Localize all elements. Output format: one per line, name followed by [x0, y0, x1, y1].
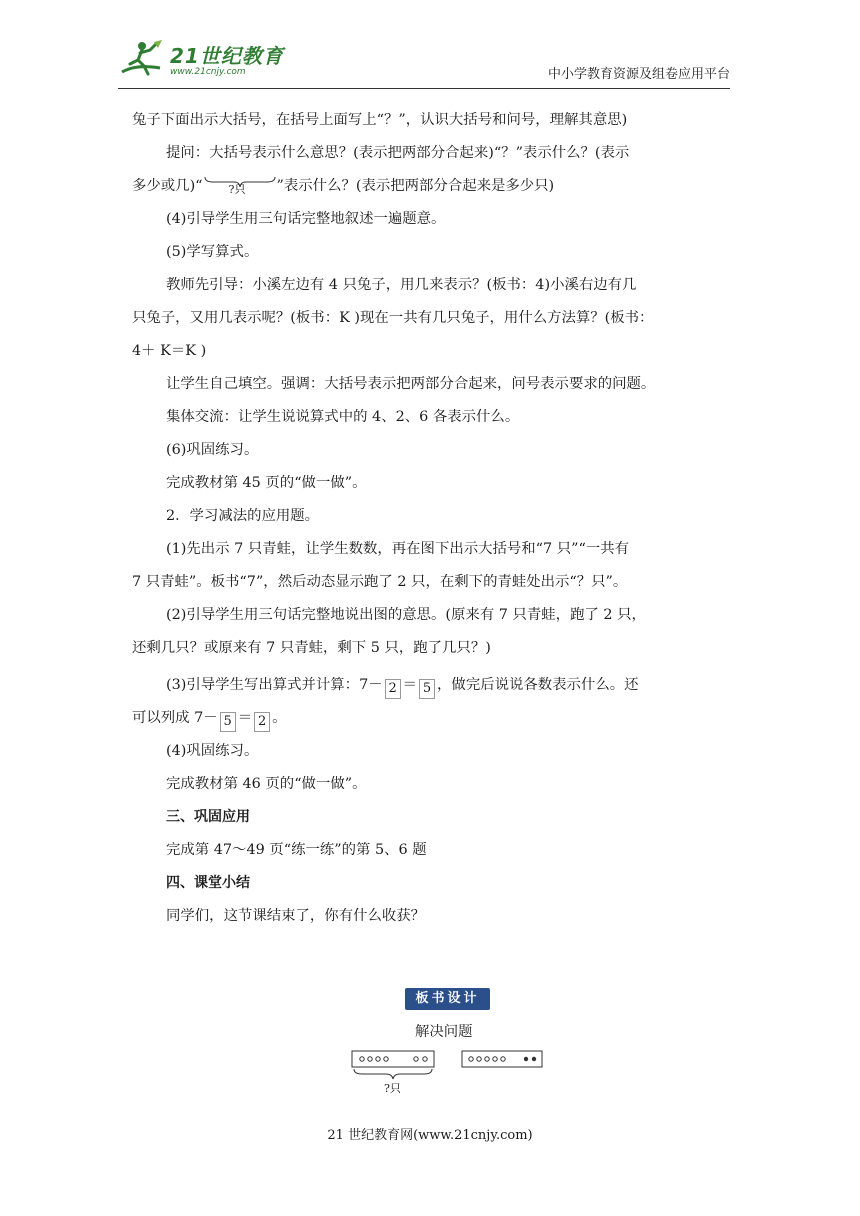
- brace-label: ?只: [228, 183, 246, 196]
- rabbit-dot: [376, 1057, 380, 1061]
- text-span: 可以列成 7－: [132, 710, 218, 726]
- paragraph: 完成教材第 46 页的“做一做”。: [166, 776, 367, 792]
- answer-box: 2: [254, 712, 270, 732]
- paragraph: 提问：大括号表示什么意思？(表示把两部分合起来)“？”表示什么？(表示: [166, 145, 630, 161]
- board-title: 解决问题: [415, 1024, 473, 1040]
- board-diagram: [348, 1046, 548, 1096]
- paragraph: [132, 702, 732, 735]
- page-footer: 21 世纪教育网(www.21cnjy.com): [327, 1128, 533, 1143]
- header-divider: [118, 88, 730, 89]
- answer-box: 2: [385, 679, 401, 699]
- section-heading: 四、课堂小结: [166, 875, 250, 891]
- paragraph: 完成第 47～49 页“练一练”的第 5、6 题: [166, 842, 427, 858]
- answer-box: 5: [419, 679, 435, 699]
- paragraph: 教师先引导：小溪左边有 4 只兔子，用几来表示？(板书：4)小溪右边有几: [166, 277, 637, 293]
- frog-dot: [485, 1057, 489, 1061]
- logo-main-text: 21世纪教育: [170, 43, 284, 68]
- text-span: ＝: [402, 677, 418, 693]
- jumping-frog-dot: [532, 1057, 536, 1061]
- rabbit-dot: [414, 1057, 418, 1061]
- right-scene-box: [462, 1051, 542, 1067]
- paragraph: 还剩几只？或原来有 7 只青蛙，剩下 5 只，跑了几只？): [132, 640, 491, 656]
- paragraph: (6)巩固练习。: [166, 442, 259, 458]
- paragraph: (4)巩固练习。: [166, 743, 259, 759]
- paragraph: 只兔子，又用几表示呢？(板书：K )现在一共有几只兔子，用什么方法算？(板书：: [132, 310, 654, 326]
- text-span: ”表示什么？(表示把两部分合起来是多少只): [276, 178, 555, 194]
- section-heading: 三、巩固应用: [166, 809, 250, 825]
- platform-slogan: 中小学教育资源及组卷应用平台: [547, 67, 730, 82]
- runner-logo-icon: [118, 38, 164, 78]
- paragraph: [132, 669, 732, 702]
- frog-dot: [501, 1057, 505, 1061]
- board-design-badge: 板书设计: [405, 988, 490, 1010]
- text-span: 。: [272, 710, 287, 726]
- paragraph: 同学们，这节课结束了，你有什么收获？: [166, 908, 426, 924]
- answer-box: 5: [220, 712, 236, 732]
- paragraph: 完成教材第 45 页的“做一做”。: [166, 475, 367, 491]
- text-span: 多少或几)“: [132, 178, 203, 194]
- document-body: [132, 104, 732, 933]
- inline-brace-figure: [203, 176, 277, 200]
- frog-dot: [493, 1057, 497, 1061]
- jumping-frog-dot: [524, 1057, 528, 1061]
- paragraph: [132, 170, 732, 203]
- rabbit-dot: [360, 1057, 364, 1061]
- paragraph: (5)学写算式。: [166, 244, 259, 260]
- rabbit-dot: [368, 1057, 372, 1061]
- paragraph: 让学生自己填空。强调：大括号表示把两部分合起来，问号表示要求的问题。: [166, 376, 656, 392]
- brace-icon: [354, 1069, 432, 1079]
- paragraph: (4)引导学生用三句话完整地叙述一遍题意。: [166, 211, 446, 227]
- text-span: ，做完后说说各数表示什么。还: [437, 677, 639, 693]
- paragraph: 集体交流：让学生说说算式中的 4、2、6 各表示什么。: [166, 409, 520, 425]
- board-brace-label: ?只: [384, 1082, 401, 1095]
- paragraph: (2)引导学生用三句话完整地说出图的意思。(原来有 7 只青蛙，跑了 2 只，: [166, 607, 646, 623]
- paragraph: 4＋ K＝K ): [132, 343, 207, 359]
- rabbit-dot: [384, 1057, 388, 1061]
- paragraph: 7 只青蛙”。板书“7”，然后动态显示跑了 2 只，在剩下的青蛙处出示“？只”。: [132, 574, 628, 590]
- paragraph: 2．学习减法的应用题。: [166, 508, 320, 524]
- site-logo: [118, 38, 284, 78]
- rabbit-dot: [423, 1057, 427, 1061]
- paragraph: 兔子下面出示大括号，在括号上面写上“？”，认识大括号和问号，理解其意思): [132, 112, 628, 128]
- paragraph: (1)先出示 7 只青蛙，让学生数数，再在图下出示大括号和“7 只”“一共有: [166, 541, 630, 557]
- frog-dot: [469, 1057, 473, 1061]
- frog-dot: [477, 1057, 481, 1061]
- text-span: (3)引导学生写出算式并计算：7－: [166, 677, 383, 693]
- page-header: [118, 38, 730, 86]
- text-span: ＝: [237, 710, 253, 726]
- logo-url-text: www.21cnjy.com: [170, 66, 246, 77]
